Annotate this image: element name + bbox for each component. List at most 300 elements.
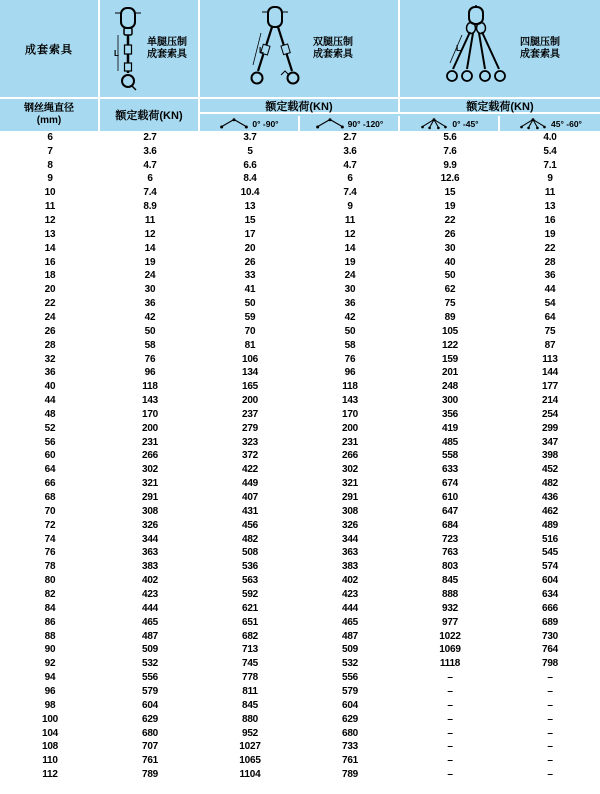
table-cell: 629 bbox=[141, 713, 159, 725]
table-cell: 26 bbox=[244, 256, 256, 268]
table-cell: 2.7 bbox=[343, 131, 357, 143]
table-cell: 81 bbox=[244, 339, 256, 351]
table-cell: 422 bbox=[241, 464, 259, 476]
table-cell: 6 bbox=[47, 131, 53, 143]
table-cell: 7.4 bbox=[343, 187, 357, 199]
table-cell: 977 bbox=[441, 616, 459, 628]
table-cell: 5.6 bbox=[443, 131, 457, 143]
table-row bbox=[0, 380, 600, 394]
table-cell: 9 bbox=[47, 173, 53, 185]
table-cell: 19 bbox=[344, 256, 356, 268]
table-cell: 509 bbox=[141, 644, 159, 656]
svg-text:L: L bbox=[259, 45, 264, 55]
table-cell: 50 bbox=[244, 298, 256, 310]
table-cell: 7.6 bbox=[443, 145, 457, 157]
table-cell: 118 bbox=[342, 381, 358, 393]
table-cell: 363 bbox=[341, 547, 359, 559]
table-cell: 1027 bbox=[239, 741, 261, 753]
table-cell: 80 bbox=[44, 575, 56, 587]
table-cell: 159 bbox=[441, 353, 459, 365]
table-cell: 54 bbox=[544, 298, 556, 310]
angle-cell-0-45: 0° -45° bbox=[400, 116, 500, 131]
table-cell: 456 bbox=[241, 519, 259, 531]
table-row bbox=[0, 408, 600, 422]
table-cell: 761 bbox=[141, 755, 159, 767]
table-cell: 509 bbox=[341, 644, 359, 656]
table-cell: – bbox=[447, 741, 453, 753]
table-cell: 4.7 bbox=[143, 159, 157, 171]
diameter-label-line1: 钢丝绳直径 bbox=[24, 103, 74, 114]
table-cell: 436 bbox=[541, 492, 559, 504]
table-cell: 592 bbox=[241, 589, 259, 600]
single-load-header-cell: 额定载荷(KN) bbox=[100, 99, 200, 131]
table-cell: 24 bbox=[344, 270, 356, 282]
table-cell: – bbox=[547, 699, 553, 711]
table-cell: 789 bbox=[341, 769, 359, 781]
corner-cell bbox=[0, 0, 100, 99]
table-cell: 7.1 bbox=[543, 159, 557, 171]
table-cell: 90 bbox=[44, 644, 56, 656]
table-cell: 402 bbox=[141, 575, 159, 587]
table-cell: 402 bbox=[341, 575, 359, 587]
table-row bbox=[0, 713, 600, 727]
table-cell: 44 bbox=[44, 395, 56, 407]
table-row bbox=[0, 602, 600, 616]
table-cell: – bbox=[547, 713, 553, 725]
table-cell: – bbox=[547, 727, 553, 739]
table-cell: 76 bbox=[344, 353, 356, 365]
table-cell: 674 bbox=[441, 478, 459, 490]
table-cell: 16 bbox=[544, 215, 556, 227]
table-cell: 423 bbox=[141, 589, 159, 600]
table-cell: 112 bbox=[42, 769, 58, 781]
table-cell: 11 bbox=[344, 215, 356, 227]
table-cell: – bbox=[447, 769, 453, 781]
table-cell: 516 bbox=[541, 533, 559, 545]
table-body bbox=[0, 131, 600, 782]
table-cell: 96 bbox=[44, 685, 56, 697]
table-cell: 666 bbox=[541, 602, 559, 614]
table-cell: 321 bbox=[141, 478, 159, 490]
table-row bbox=[0, 560, 600, 574]
table-cell: – bbox=[447, 672, 453, 684]
table-cell: 20 bbox=[244, 242, 256, 254]
table-cell: 110 bbox=[42, 755, 58, 767]
table-row bbox=[0, 630, 600, 644]
table-cell: 326 bbox=[141, 519, 159, 531]
table-cell: 24 bbox=[44, 311, 56, 323]
table-cell: 798 bbox=[541, 658, 559, 670]
table-cell: 92 bbox=[44, 658, 56, 670]
table-cell: 302 bbox=[141, 464, 159, 476]
table-cell: 214 bbox=[541, 395, 559, 407]
table-cell: 75 bbox=[444, 298, 456, 310]
single-leg-sling-icon bbox=[111, 5, 145, 93]
angle-cell-45-60: 45° -60° bbox=[500, 116, 600, 131]
table-cell: 15 bbox=[244, 215, 256, 227]
table-row bbox=[0, 353, 600, 367]
table-cell: 532 bbox=[141, 658, 159, 670]
diameter-header-cell bbox=[0, 99, 100, 131]
table-cell: 143 bbox=[141, 395, 159, 407]
table-cell: 579 bbox=[141, 685, 159, 697]
table-cell: 30 bbox=[444, 242, 456, 254]
table-row bbox=[0, 436, 600, 450]
table-cell: 651 bbox=[241, 616, 259, 628]
table-cell: 165 bbox=[241, 381, 259, 393]
table-cell: 845 bbox=[441, 575, 459, 587]
table-cell: 13 bbox=[244, 201, 256, 213]
table-cell: 231 bbox=[341, 436, 359, 448]
table-cell: 323 bbox=[241, 436, 259, 448]
table-cell: 44 bbox=[544, 284, 556, 296]
table-cell: – bbox=[447, 727, 453, 739]
table-cell: 94 bbox=[44, 672, 56, 684]
table-cell: 8.9 bbox=[143, 201, 157, 213]
table-cell: 302 bbox=[341, 464, 359, 476]
table-row bbox=[0, 754, 600, 768]
table-cell: 14 bbox=[144, 242, 156, 254]
table-cell: 3.6 bbox=[343, 145, 357, 157]
table-cell: 291 bbox=[341, 492, 359, 504]
table-row bbox=[0, 463, 600, 477]
table-cell: 64 bbox=[544, 311, 556, 323]
table-cell: 713 bbox=[241, 644, 259, 656]
two-leg-angle-icon bbox=[315, 117, 345, 130]
table-cell: 28 bbox=[44, 339, 56, 351]
table-cell: 87 bbox=[544, 339, 556, 351]
corner-label: 成套索具 bbox=[25, 43, 73, 56]
four-leg-header-cell bbox=[400, 0, 600, 99]
table-cell: 423 bbox=[341, 589, 359, 600]
table-cell: 105 bbox=[441, 325, 459, 337]
table-cell: 556 bbox=[141, 672, 159, 684]
table-cell: 26 bbox=[44, 325, 56, 337]
table-cell: 761 bbox=[341, 755, 359, 767]
table-cell: 811 bbox=[242, 685, 258, 697]
table-cell: 363 bbox=[141, 547, 159, 559]
table-cell: 952 bbox=[241, 727, 259, 739]
table-cell: 347 bbox=[541, 436, 559, 448]
table-cell: 58 bbox=[144, 339, 156, 351]
table-row bbox=[0, 325, 600, 339]
table-cell: 113 bbox=[542, 353, 558, 365]
table-cell: 41 bbox=[244, 284, 256, 296]
table-cell: 12 bbox=[144, 228, 156, 240]
table-cell: 98 bbox=[44, 699, 56, 711]
table-cell: 100 bbox=[41, 713, 59, 725]
four-leg-angle-icon bbox=[518, 117, 548, 130]
table-cell: 237 bbox=[241, 408, 259, 420]
table-cell: 10 bbox=[44, 187, 56, 199]
table-cell: 17 bbox=[244, 228, 256, 240]
table-cell: 50 bbox=[344, 325, 356, 337]
double-leg-sling-icon bbox=[245, 5, 305, 93]
table-cell: 3.6 bbox=[143, 145, 157, 157]
table-cell: 680 bbox=[341, 727, 359, 739]
table-cell: 177 bbox=[541, 381, 559, 393]
table-cell: 452 bbox=[541, 464, 559, 476]
table-cell: 19 bbox=[444, 201, 456, 213]
table-cell: 532 bbox=[341, 658, 359, 670]
table-cell: 6 bbox=[347, 173, 353, 185]
table-cell: 144 bbox=[541, 367, 559, 379]
table-cell: 56 bbox=[44, 436, 56, 448]
table-cell: 508 bbox=[241, 547, 259, 559]
table-cell: 13 bbox=[544, 201, 556, 213]
table-cell: 4.7 bbox=[343, 159, 357, 171]
table-cell: 621 bbox=[241, 602, 259, 614]
double-leg-header-cell bbox=[200, 0, 400, 99]
table-cell: 730 bbox=[541, 630, 559, 642]
table-cell: 82 bbox=[44, 589, 56, 600]
table-cell: 78 bbox=[44, 561, 56, 573]
table-cell: 13 bbox=[44, 228, 56, 240]
table-row bbox=[0, 450, 600, 464]
table-cell: 10.4 bbox=[240, 187, 260, 199]
table-row bbox=[0, 339, 600, 353]
table-cell: 444 bbox=[141, 602, 159, 614]
table-cell: 462 bbox=[541, 505, 559, 517]
table-cell: 326 bbox=[341, 519, 359, 531]
table-cell: 106 bbox=[241, 353, 259, 365]
table-cell: 419 bbox=[441, 422, 459, 434]
table-cell: 5 bbox=[247, 145, 253, 157]
table-cell: 266 bbox=[141, 450, 159, 462]
table-cell: 59 bbox=[244, 311, 256, 323]
table-cell: 932 bbox=[441, 602, 459, 614]
table-row bbox=[0, 159, 600, 173]
table-row bbox=[0, 311, 600, 325]
table-row bbox=[0, 588, 600, 602]
table-cell: 3.7 bbox=[243, 131, 257, 143]
table-cell: 15 bbox=[444, 187, 456, 199]
table-cell: 122 bbox=[441, 339, 459, 351]
svg-text:L: L bbox=[114, 48, 119, 58]
table-cell: 12 bbox=[44, 215, 56, 227]
table-cell: 68 bbox=[44, 492, 56, 504]
table-cell: 1022 bbox=[439, 630, 461, 642]
table-cell: 880 bbox=[241, 713, 259, 725]
table-cell: 9.9 bbox=[443, 159, 457, 171]
table-cell: 11 bbox=[544, 187, 556, 199]
diameter-label-line2: (mm) bbox=[36, 115, 62, 126]
table-cell: 19 bbox=[144, 256, 156, 268]
table-cell: 96 bbox=[144, 367, 156, 379]
table-cell: 300 bbox=[441, 395, 459, 407]
table-cell: 24 bbox=[144, 270, 156, 282]
table-cell: 465 bbox=[141, 616, 159, 628]
table-cell: 76 bbox=[44, 547, 56, 559]
table-row bbox=[0, 283, 600, 297]
table-cell: 33 bbox=[244, 270, 256, 282]
table-cell: 482 bbox=[241, 533, 259, 545]
table-cell: 489 bbox=[541, 519, 559, 531]
table-cell: 200 bbox=[341, 422, 359, 434]
table-cell: 36 bbox=[44, 367, 56, 379]
table-cell: 12.6 bbox=[440, 173, 460, 185]
table-cell: 170 bbox=[141, 408, 159, 420]
table-cell: 845 bbox=[241, 699, 259, 711]
table-cell: 344 bbox=[341, 533, 359, 545]
table-cell: 8 bbox=[47, 159, 53, 171]
table-cell: 74 bbox=[44, 533, 56, 545]
table-row bbox=[0, 519, 600, 533]
table-cell: 279 bbox=[241, 422, 259, 434]
table-row bbox=[0, 727, 600, 741]
table-cell: 11 bbox=[144, 215, 156, 227]
angle-cell-90-120: 90° -120° bbox=[300, 116, 400, 131]
table-row bbox=[0, 740, 600, 754]
table-cell: 888 bbox=[441, 589, 459, 600]
table-cell: 465 bbox=[341, 616, 359, 628]
table-row bbox=[0, 477, 600, 491]
table-cell: 108 bbox=[41, 741, 59, 753]
table-row bbox=[0, 173, 600, 187]
table-row bbox=[0, 270, 600, 284]
table-cell: 40 bbox=[44, 381, 56, 393]
four-leg-angle-icon bbox=[419, 117, 449, 130]
table-cell: 308 bbox=[341, 505, 359, 517]
table-cell: 143 bbox=[341, 395, 359, 407]
table-cell: 764 bbox=[541, 644, 559, 656]
two-leg-angle-icon bbox=[219, 117, 249, 130]
table-cell: 12 bbox=[344, 228, 356, 240]
table-cell: 52 bbox=[44, 422, 56, 434]
table-cell: 64 bbox=[44, 464, 56, 476]
table-row bbox=[0, 505, 600, 519]
table-cell: 86 bbox=[44, 616, 56, 628]
table-cell: 1104 bbox=[239, 769, 261, 781]
table-cell: 321 bbox=[341, 478, 359, 490]
table-cell: 5.4 bbox=[543, 145, 557, 157]
four-leg-sling-icon bbox=[440, 5, 512, 93]
table-cell: 36 bbox=[344, 298, 356, 310]
table-cell: 50 bbox=[444, 270, 456, 282]
table-cell: 604 bbox=[141, 699, 159, 711]
table-cell: 604 bbox=[541, 575, 559, 587]
table-cell: 689 bbox=[541, 616, 559, 628]
table-cell: 6.6 bbox=[243, 159, 257, 171]
table-cell: 682 bbox=[241, 630, 259, 642]
table-cell: 89 bbox=[444, 311, 456, 323]
table-cell: 170 bbox=[341, 408, 359, 420]
table-row bbox=[0, 657, 600, 671]
table-cell: 604 bbox=[341, 699, 359, 711]
table-cell: 58 bbox=[344, 339, 356, 351]
table-cell: – bbox=[547, 755, 553, 767]
table-cell: 2.7 bbox=[143, 131, 157, 143]
table-cell: 75 bbox=[544, 325, 556, 337]
table-cell: 7 bbox=[47, 145, 53, 157]
table-cell: 579 bbox=[341, 685, 359, 697]
table-cell: 42 bbox=[344, 311, 356, 323]
table-cell: 803 bbox=[441, 561, 459, 573]
table-cell: 22 bbox=[444, 215, 456, 227]
table-cell: 104 bbox=[41, 727, 59, 739]
table-cell: 60 bbox=[44, 450, 56, 462]
table-cell: 778 bbox=[241, 672, 259, 684]
table-cell: 36 bbox=[544, 270, 556, 282]
table-cell: 72 bbox=[44, 519, 56, 531]
table-cell: 398 bbox=[541, 450, 559, 462]
table-cell: 26 bbox=[444, 228, 456, 240]
table-cell: 707 bbox=[141, 741, 159, 753]
table-cell: 723 bbox=[441, 533, 459, 545]
table-cell: 745 bbox=[241, 658, 259, 670]
table-cell: 383 bbox=[341, 561, 359, 573]
table-cell: 536 bbox=[241, 561, 259, 573]
table-cell: 4.0 bbox=[543, 131, 557, 143]
table-cell: – bbox=[447, 685, 453, 697]
table-cell: 9 bbox=[347, 201, 353, 213]
table-row bbox=[0, 186, 600, 200]
table-cell: 7.4 bbox=[143, 187, 157, 199]
table-row bbox=[0, 366, 600, 380]
table-row bbox=[0, 145, 600, 159]
table-cell: – bbox=[547, 769, 553, 781]
table-cell: 134 bbox=[241, 367, 259, 379]
table-row bbox=[0, 422, 600, 436]
table-cell: 733 bbox=[341, 741, 359, 753]
table-cell: 200 bbox=[241, 395, 259, 407]
table-cell: 574 bbox=[541, 561, 559, 573]
table-cell: 22 bbox=[544, 242, 556, 254]
svg-text:L: L bbox=[456, 43, 461, 53]
table-row bbox=[0, 643, 600, 657]
table-cell: 1065 bbox=[239, 755, 261, 767]
four-load-header-cell: 额定载荷(KN) bbox=[400, 99, 600, 114]
table-cell: 36 bbox=[144, 298, 156, 310]
table-cell: 14 bbox=[44, 242, 56, 254]
table-header bbox=[0, 0, 600, 131]
table-cell: – bbox=[447, 699, 453, 711]
table-cell: 18 bbox=[44, 270, 56, 282]
table-cell: – bbox=[547, 685, 553, 697]
table-cell: 482 bbox=[541, 478, 559, 490]
table-cell: 444 bbox=[341, 602, 359, 614]
table-cell: 356 bbox=[441, 408, 459, 420]
table-cell: 633 bbox=[441, 464, 459, 476]
table-cell: 487 bbox=[141, 630, 159, 642]
table-cell: 344 bbox=[141, 533, 159, 545]
table-cell: 16 bbox=[44, 256, 56, 268]
table-row bbox=[0, 699, 600, 713]
table-cell: 231 bbox=[141, 436, 159, 448]
table-row bbox=[0, 491, 600, 505]
table-cell: 291 bbox=[141, 492, 159, 504]
table-cell: – bbox=[547, 672, 553, 684]
table-cell: – bbox=[447, 755, 453, 767]
table-cell: 789 bbox=[141, 769, 159, 781]
table-cell: 680 bbox=[141, 727, 159, 739]
table-row bbox=[0, 768, 600, 782]
table-cell: 372 bbox=[241, 450, 259, 462]
table-cell: 96 bbox=[344, 367, 356, 379]
table-cell: 610 bbox=[441, 492, 459, 504]
table-cell: 383 bbox=[141, 561, 159, 573]
table-cell: 76 bbox=[144, 353, 156, 365]
table-cell: 11 bbox=[44, 201, 56, 213]
table-cell: 32 bbox=[44, 353, 56, 365]
table-cell: 684 bbox=[441, 519, 459, 531]
table-cell: 629 bbox=[341, 713, 359, 725]
table-cell: 6 bbox=[147, 173, 153, 185]
table-row bbox=[0, 242, 600, 256]
table-cell: 42 bbox=[144, 311, 156, 323]
table-cell: 1118 bbox=[439, 658, 461, 670]
table-row bbox=[0, 616, 600, 630]
